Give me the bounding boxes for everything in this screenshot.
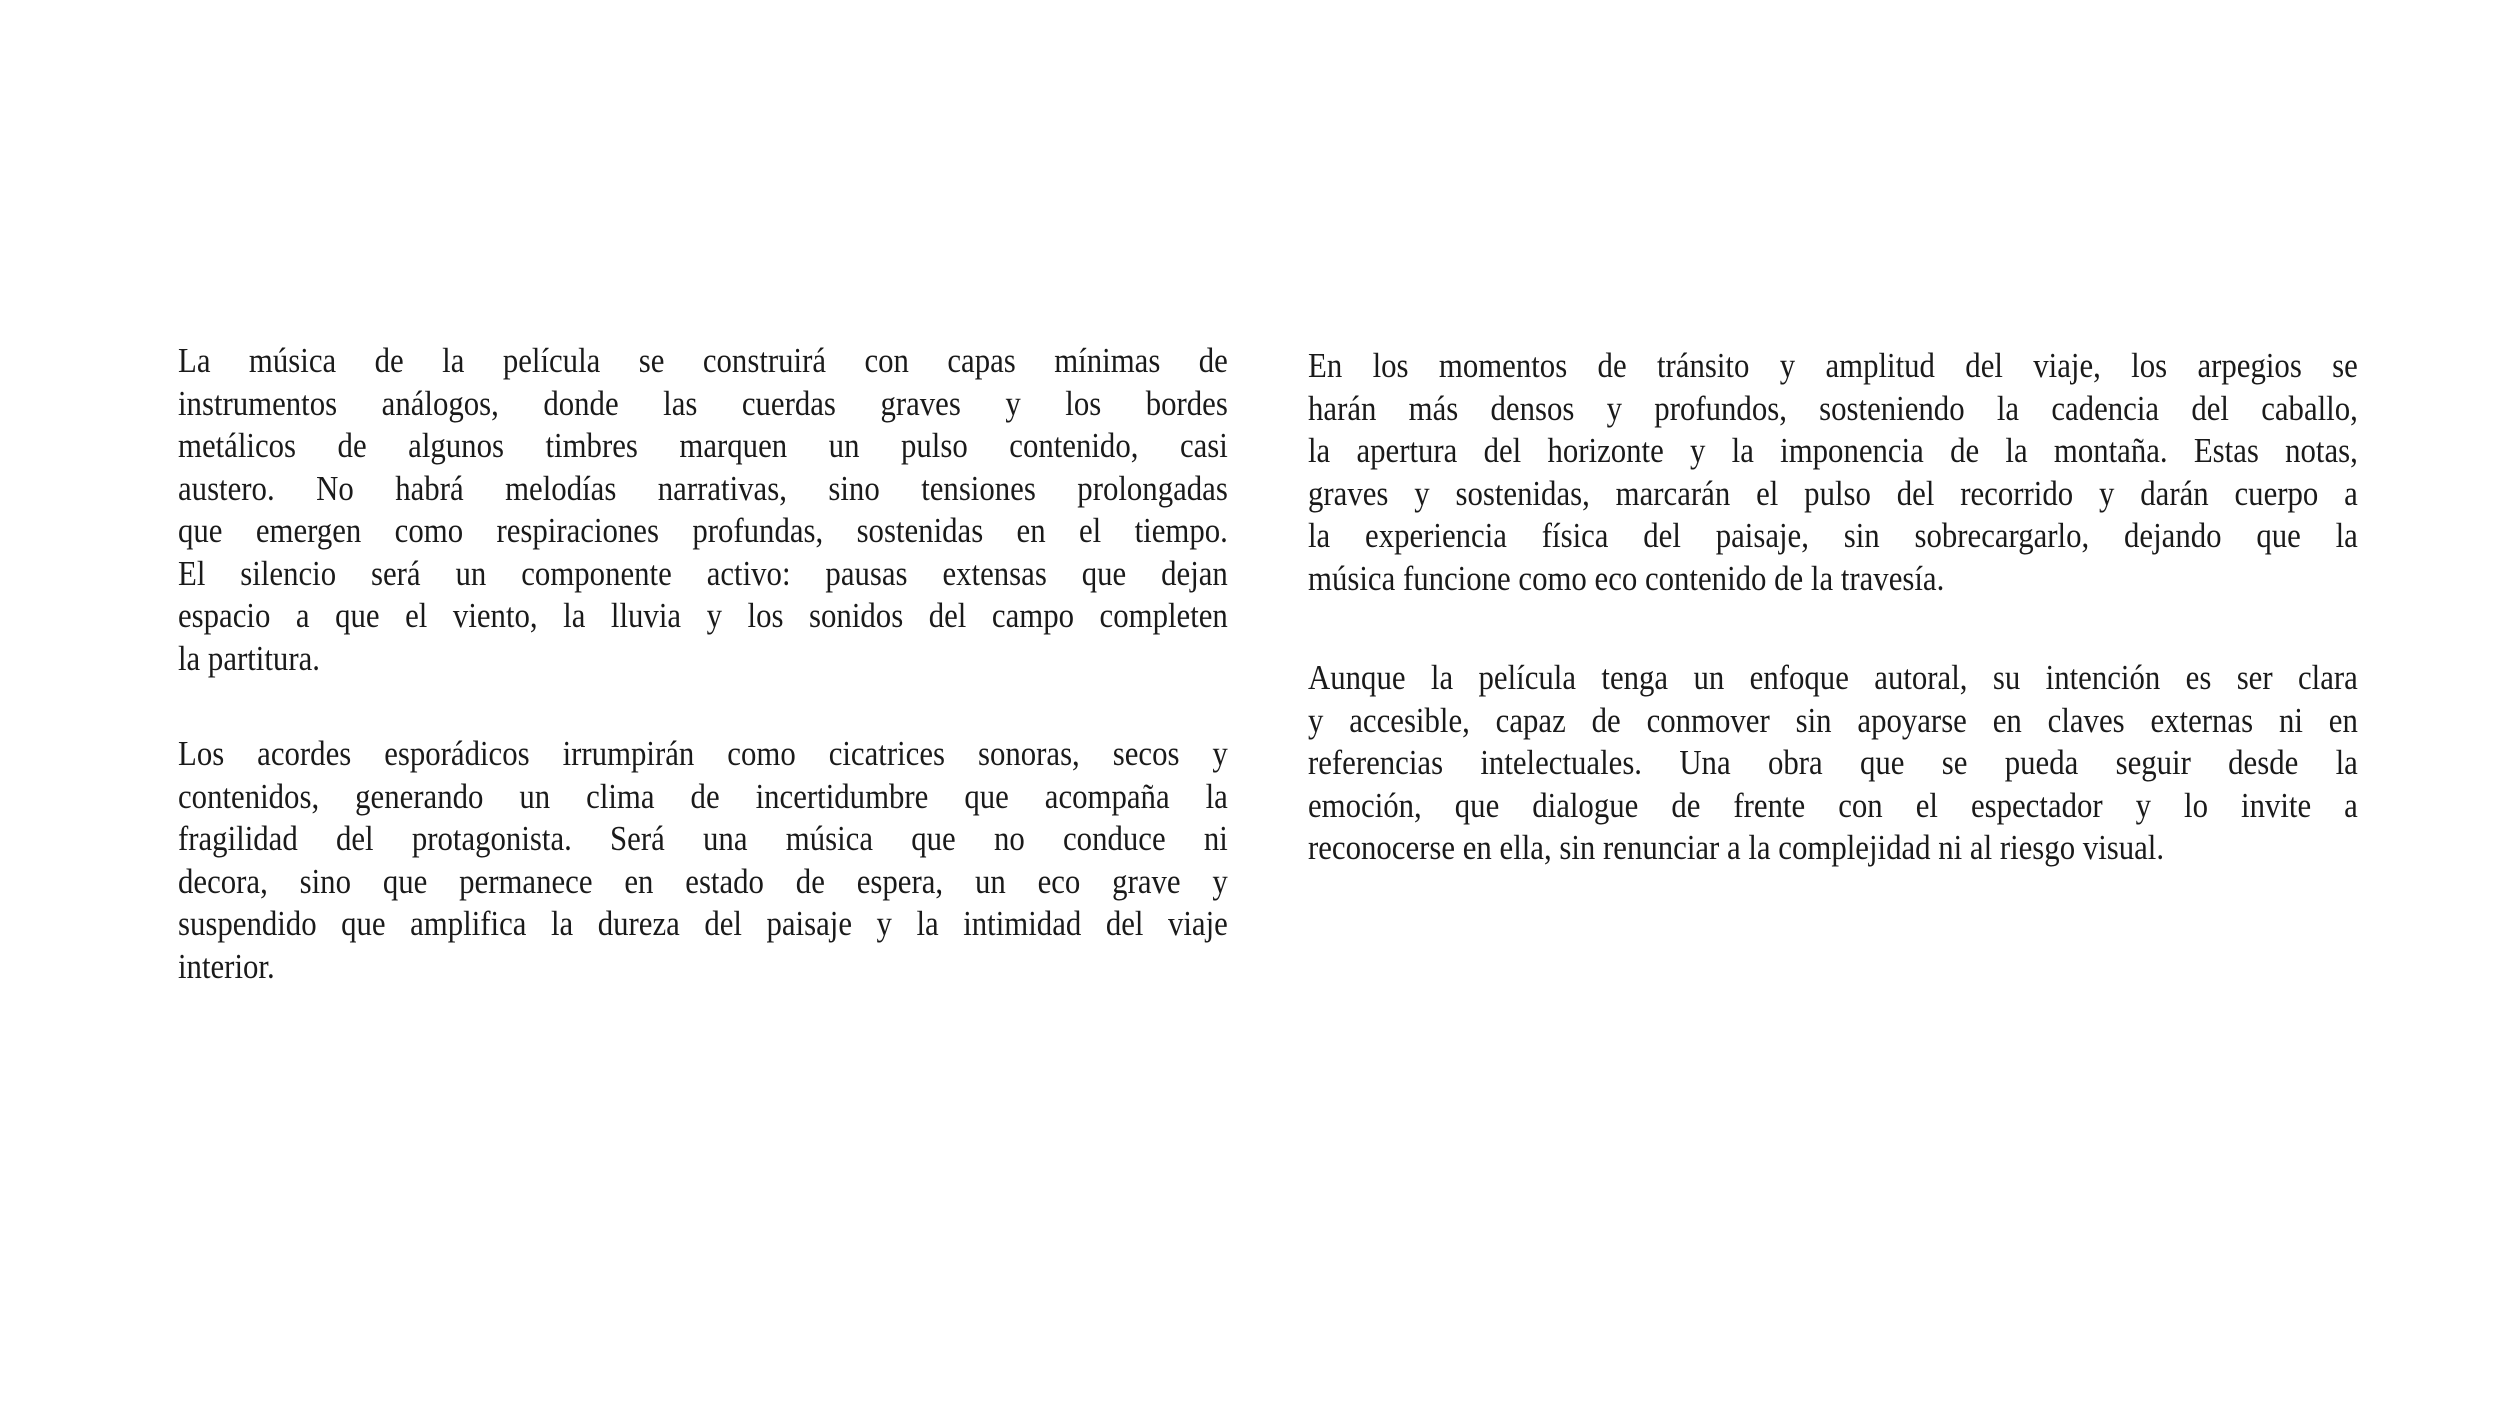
text-line: reconocerse en ella, sin renunciar a la complejidad ni al riesgo visual. <box>1308 828 2165 867</box>
text-line: música funcione como eco contenido de la travesía. <box>1308 558 1945 598</box>
paragraph-transit-moments <box>1308 345 2358 600</box>
text-line: austero. No habrá melodías narrativas, sino tensiones prolongadas <box>178 468 1228 508</box>
text-line: la partitura. <box>178 638 320 678</box>
text-line: fragilidad del protagonista. Será una música que no conduce ni <box>178 819 1228 858</box>
paragraph-music-layers <box>178 340 1228 680</box>
text-line: la apertura del horizonte y la imponencia de la montaña. Estas notas, <box>1308 431 2358 470</box>
text-line: instrumentos análogos, donde las cuerdas graves y los bordes <box>178 383 1228 423</box>
text-line: El silencio será un componente activo: pausas extensas que dejan <box>178 553 1228 593</box>
text-line: espacio a que el viento, la lluvia y los sonidos del campo completen <box>178 596 1228 635</box>
text-line: suspendido que amplifica la dureza del paisaje y la intimidad del viaje <box>178 904 1228 943</box>
text-line: y accesible, capaz de conmover sin apoyarse en claves externas ni en <box>1308 700 2358 740</box>
text-line: harán más densos y profundos, sosteniendo la cadencia del caballo, <box>1308 388 2358 428</box>
text-line: Aunque la película tenga un enfoque autoral, su intención es ser clara <box>1308 658 2358 697</box>
paragraph-authorial-approach <box>1308 657 2358 870</box>
text-line: Los acordes esporádicos irrumpirán como cicatrices sonoras, secos y <box>178 734 1228 773</box>
text-line: referencias intelectuales. Una obra que se pueda seguir desde la <box>1308 743 2358 782</box>
text-line: la experiencia física del paisaje, sin sobrecargarlo, dejando que la <box>1308 516 2358 555</box>
text-line: La música de la película se construirá con capas mínimas de <box>178 341 1228 380</box>
text-line: interior. <box>178 946 275 986</box>
text-line: decora, sino que permanece en estado de espera, un eco grave y <box>178 861 1228 901</box>
text-line: graves y sostenidas, marcarán el pulso del recorrido y darán cuerpo a <box>1308 473 2358 513</box>
text-line: emoción, que dialogue de frente con el espectador y lo invite a <box>1308 785 2358 825</box>
text-line: contenidos, generando un clima de incertidumbre que acompaña la <box>178 776 1228 816</box>
text-line: metálicos de algunos timbres marquen un pulso contenido, casi <box>178 426 1228 465</box>
paragraph-sporadic-chords <box>178 733 1228 988</box>
text-line: que emergen como respiraciones profundas, sostenidas en el tiempo. <box>178 511 1228 550</box>
text-line: En los momentos de tránsito y amplitud del viaje, los arpegios se <box>1308 346 2358 385</box>
